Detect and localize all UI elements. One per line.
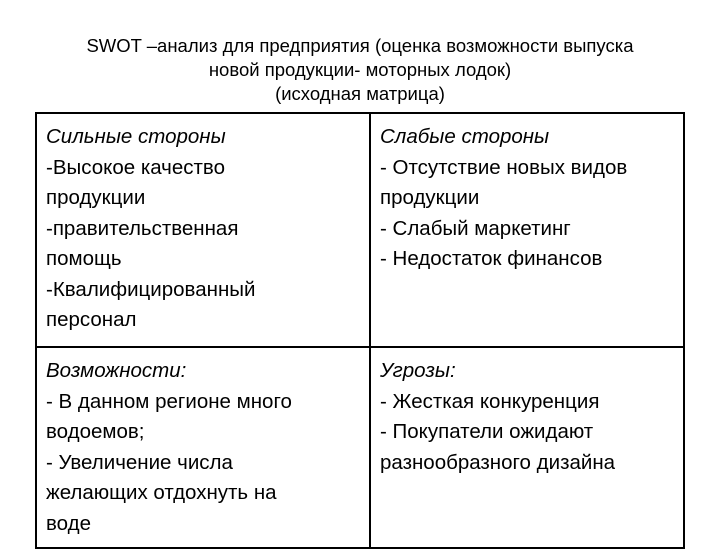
strengths-heading: Сильные стороны [46,125,226,148]
weaknesses-cell [370,113,684,347]
opportunities-cell [36,347,370,548]
strength-item: -правительственная помощь [46,216,239,270]
strength-item: -Квалифицированный персонал [46,277,256,331]
weaknesses-heading: Слабые стороны [380,125,550,148]
weakness-item: - Недостаток финансов [380,247,603,270]
threat-item: - Жесткая конкуренция [380,389,600,413]
opportunity-item: - В данном регионе много водоемов; [46,389,292,443]
swot-matrix [35,112,685,549]
swot-row-internal [36,113,684,347]
title-line-1: SWOT –анализ для предприятия (оценка возможности выпуска [86,35,634,56]
weakness-item: - Слабый маркетинг [380,216,571,240]
opportunity-item: - Увеличение числа желающих отдохнуть на воде [46,450,277,535]
threats-cell [370,347,684,548]
threats-heading: Угрозы: [380,359,456,382]
swot-row-external [36,347,684,548]
strengths-cell [36,113,370,347]
opportunities-heading: Возможности: [46,359,187,382]
strength-item: -Высокое качество продукции [46,155,225,209]
threat-item: - Покупатели ожидают разнообразного дизайна [380,420,616,474]
title-line-2: новой продукции- моторных лодок) [208,59,512,80]
weakness-item: - Отсутствие новых видов продукции [380,155,628,209]
page-title [40,34,680,106]
title-line-3: (исходная матрица) [275,83,445,104]
